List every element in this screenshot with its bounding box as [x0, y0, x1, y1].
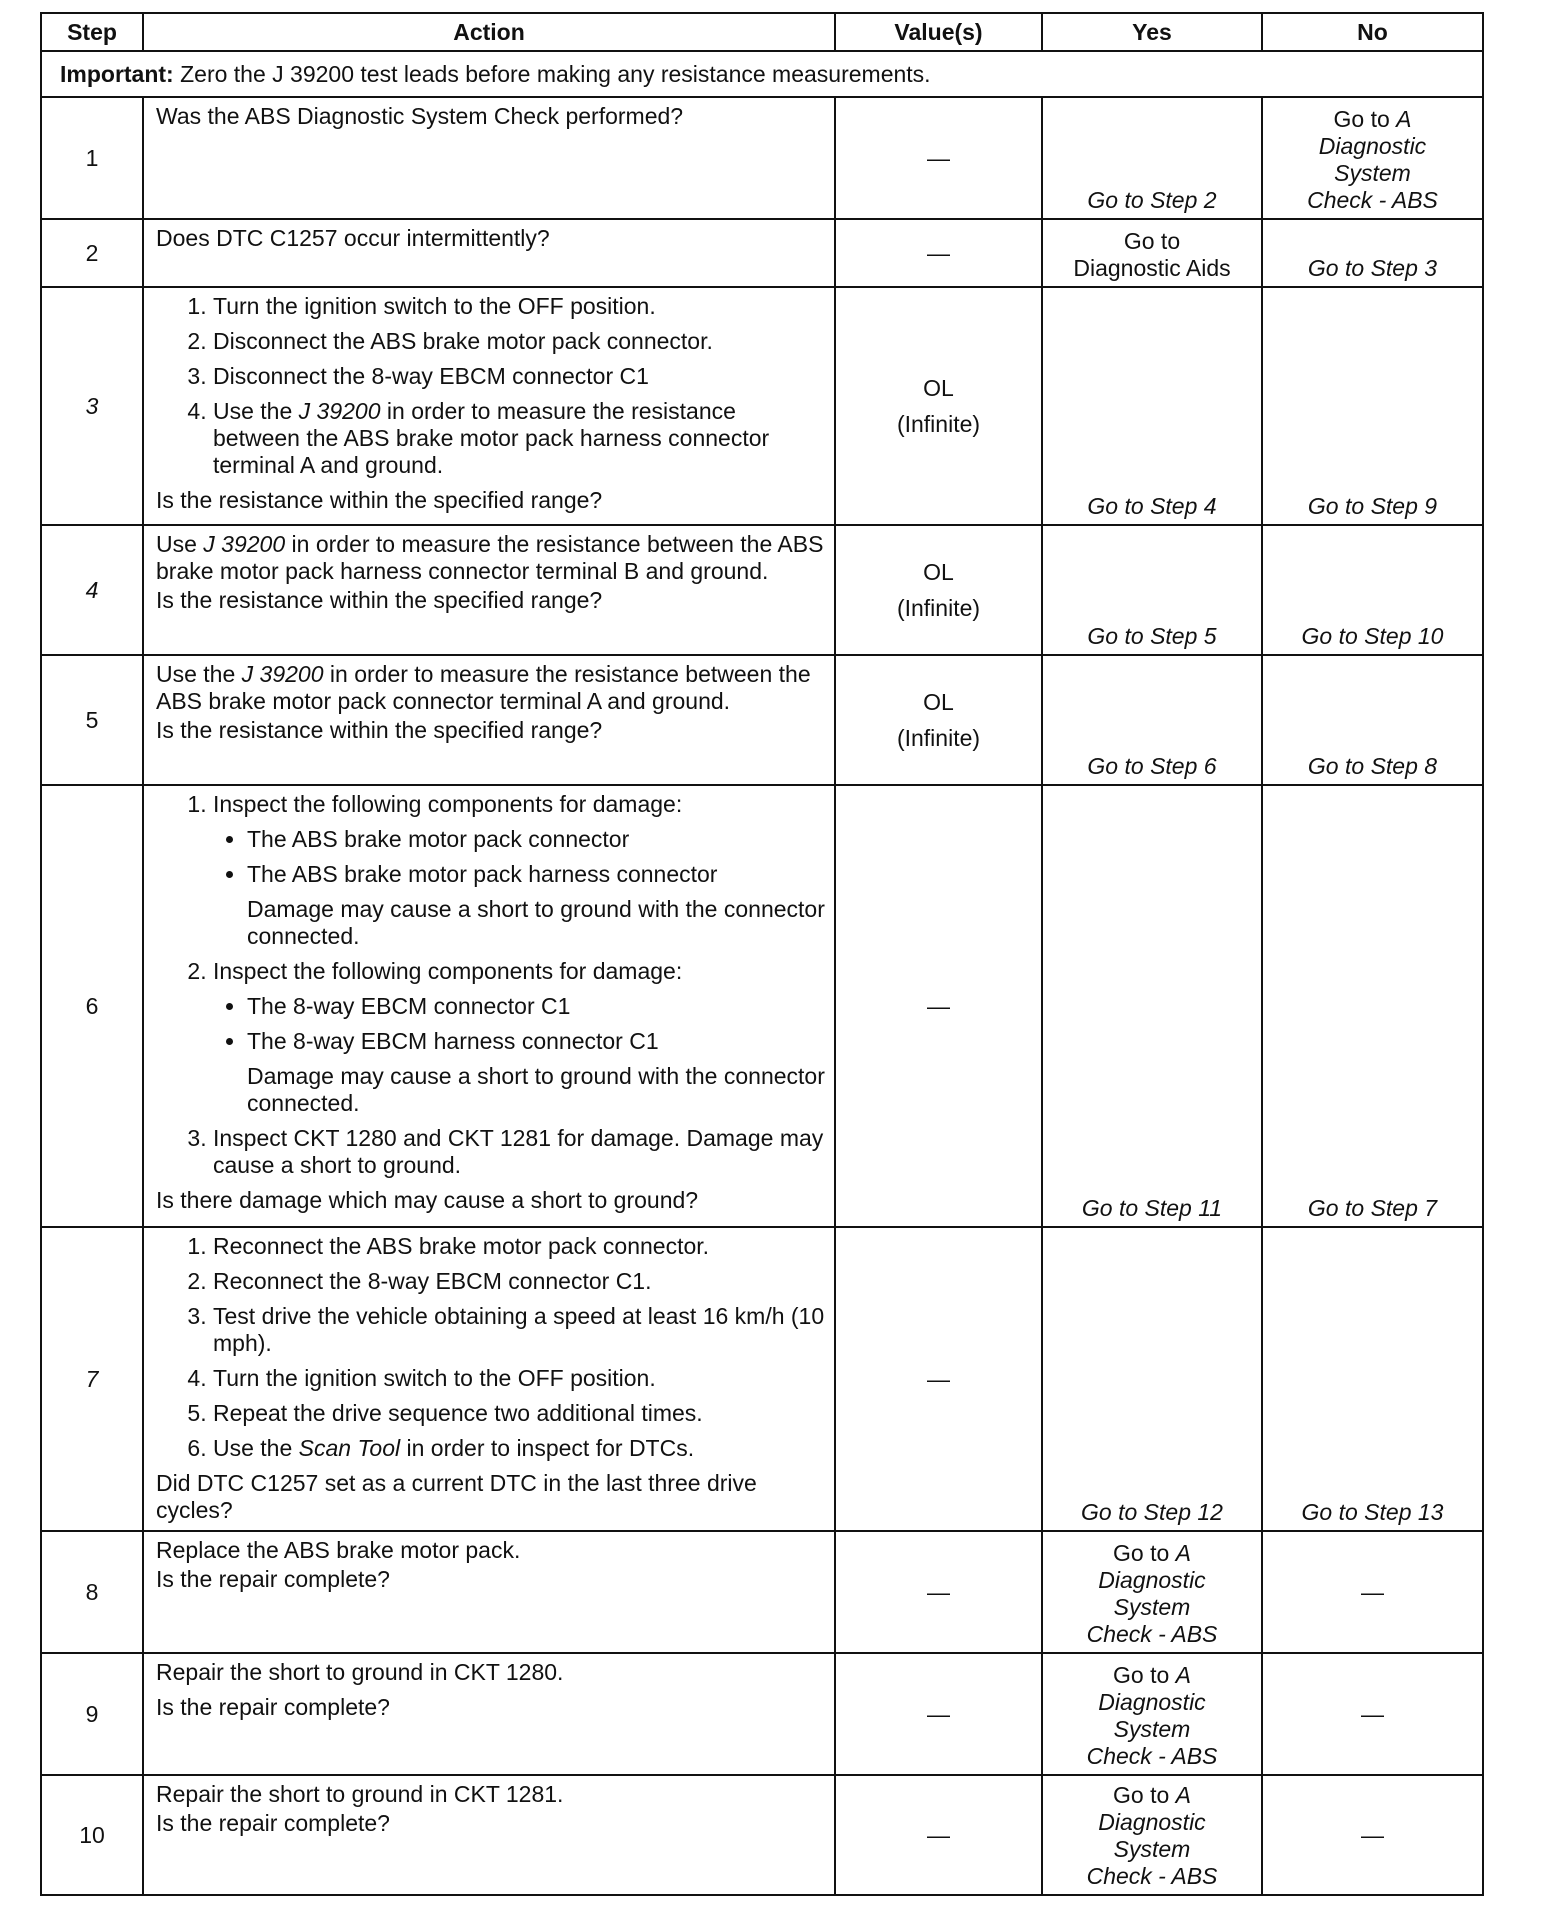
yes-goto: Go to Step 2: [1087, 187, 1217, 213]
table-row: [41, 1531, 1483, 1653]
no-cell: —: [1262, 1653, 1483, 1775]
yes-goto: Go to Step 12: [1081, 1499, 1223, 1525]
no-goto: Go to Step 3: [1307, 255, 1438, 281]
goto-a: A: [1175, 1540, 1191, 1566]
no-goto: Go to Step 10: [1301, 623, 1444, 649]
step-number: 7: [41, 1227, 143, 1531]
list-item: 3. Disconnect the 8-way EBCM connector C1: [213, 363, 826, 390]
question-text: Is the repair complete?: [156, 1694, 390, 1720]
header-step: Step: [41, 13, 143, 51]
goto-line2: Diagnostic Aids: [1073, 255, 1231, 281]
bullet-list: [213, 993, 826, 1055]
no-cell: [1262, 1227, 1483, 1531]
yes-cell: [1042, 655, 1262, 785]
step-number: 8: [41, 1531, 143, 1653]
list-item: 1. Turn the ignition switch to the OFF position.: [213, 293, 826, 320]
value-cell: —: [835, 1653, 1042, 1775]
yes-goto: Go to Step 4: [1087, 493, 1217, 519]
yes-cell: [1042, 287, 1262, 525]
value-cell: —: [835, 1227, 1042, 1531]
list-item: [213, 958, 826, 1117]
goto-check: Check - ABS: [1086, 1863, 1218, 1889]
table-row: [41, 97, 1483, 219]
goto-a: A: [1175, 1782, 1191, 1808]
value-cell: —: [835, 97, 1042, 219]
action-cell: [143, 525, 835, 655]
step-number: 6: [41, 785, 143, 1227]
action-cell: [143, 219, 835, 287]
action-cell: [143, 1653, 835, 1775]
list-item: 3. Inspect CKT 1280 and CKT 1281 for damage. Damage may cause a short to ground.: [213, 1125, 826, 1179]
goto-check: Check - ABS: [1086, 1621, 1218, 1647]
action-list: [156, 791, 826, 1179]
item-text: Inspect the following components for damage:: [213, 958, 683, 984]
no-cell: [1262, 219, 1483, 287]
no-cell: [1262, 655, 1483, 785]
action-cell: [143, 287, 835, 525]
no-goto: Go to Step 7: [1307, 1195, 1438, 1221]
action-list: [156, 1233, 826, 1462]
list-item: 2. Reconnect the 8-way EBCM connector C1.: [213, 1268, 826, 1295]
goto-diagnostic: Diagnostic: [1098, 1689, 1206, 1715]
yes-cell: [1042, 1531, 1262, 1653]
question-text: Is the repair complete?: [156, 1566, 390, 1592]
goto-prefix: Go to: [1113, 1540, 1176, 1566]
header-values: Value(s): [835, 13, 1042, 51]
value-infinite: (Infinite): [896, 411, 981, 437]
no-cell: [1262, 525, 1483, 655]
step-number: 4: [41, 525, 143, 655]
list-item: [213, 791, 826, 950]
action-cell: [143, 97, 835, 219]
important-label: Important:: [60, 60, 174, 87]
action-cell: [143, 1775, 835, 1895]
yes-cell: [1042, 1653, 1262, 1775]
table-row: [41, 1653, 1483, 1775]
yes-cell: [1042, 1227, 1262, 1531]
goto-system: System: [1113, 1716, 1191, 1742]
goto-system: System: [1334, 160, 1411, 186]
no-cell: —: [1262, 1531, 1483, 1653]
text-part: Use the: [213, 398, 299, 424]
value-ol: OL: [923, 375, 954, 401]
tool-name: Scan Tool: [298, 1435, 401, 1461]
yes-cell: [1042, 219, 1262, 287]
diagnostic-table: [40, 12, 1484, 1896]
list-item: 4. Turn the ignition switch to the OFF position.: [213, 1365, 826, 1392]
step-number: 1: [41, 97, 143, 219]
yes-goto: Go to Step 11: [1081, 1195, 1223, 1221]
no-goto: Go to Step 8: [1307, 753, 1438, 779]
action-text: Replace the ABS brake motor pack.: [156, 1537, 521, 1563]
action-text: Repair the short to ground in CKT 1281.: [156, 1781, 564, 1807]
list-item: 2. Disconnect the ABS brake motor pack connector.: [213, 328, 826, 355]
header-action: Action: [143, 13, 835, 51]
damage-note: Damage may cause a short to ground with the connector connected.: [247, 896, 825, 949]
list-item: [213, 1435, 826, 1462]
list-item: 5. Repeat the drive sequence two additional times.: [213, 1400, 826, 1427]
table-row: [41, 655, 1483, 785]
goto-line1: Go to: [1123, 228, 1181, 254]
tool-name: J 39200: [241, 661, 324, 687]
damage-note: Damage may cause a short to ground with the connector connected.: [247, 1063, 825, 1116]
action-text: Does DTC C1257 occur intermittently?: [156, 225, 550, 251]
value-cell: —: [835, 1531, 1042, 1653]
goto-prefix: Go to: [1333, 106, 1397, 132]
no-cell: [1262, 287, 1483, 525]
action-list: [156, 293, 826, 479]
yes-goto: Go to Step 5: [1087, 623, 1217, 649]
goto-prefix: Go to: [1113, 1782, 1176, 1808]
value-cell: [835, 655, 1042, 785]
value-cell: —: [835, 1775, 1042, 1895]
text-part: Use the: [156, 661, 242, 687]
step-number: 10: [41, 1775, 143, 1895]
question-text: Is the resistance within the specified range?: [156, 717, 603, 743]
text-part: in order to measure the resistance between the ABS brake motor pack connector terminal A and ground.: [156, 661, 811, 714]
action-text: Was the ABS Diagnostic System Check performed?: [156, 103, 684, 129]
no-goto: Go to Step 13: [1301, 1499, 1444, 1525]
list-item: 1. Reconnect the ABS brake motor pack connector.: [213, 1233, 826, 1260]
goto-check: Check - ABS: [1307, 187, 1438, 213]
step-number: 3: [41, 287, 143, 525]
action-cell: [143, 1531, 835, 1653]
tool-name: J 39200: [298, 398, 381, 424]
value-infinite: (Infinite): [896, 725, 981, 751]
goto-diagnostic: Diagnostic: [1318, 133, 1427, 159]
goto-system: System: [1113, 1836, 1191, 1862]
question-text: Is there damage which may cause a short to ground?: [156, 1187, 699, 1213]
yes-cell: [1042, 1775, 1262, 1895]
value-ol: OL: [923, 559, 954, 585]
table-row: [41, 525, 1483, 655]
action-cell: [143, 655, 835, 785]
text-part: in order to measure the resistance between the ABS brake motor pack harness connector terminal B and ground.: [156, 531, 824, 584]
question-text: Is the resistance within the specified range?: [156, 487, 603, 513]
goto-a: A: [1175, 1662, 1191, 1688]
value-cell: [835, 287, 1042, 525]
table-row: [41, 1227, 1483, 1531]
goto-diagnostic: Diagnostic: [1098, 1809, 1206, 1835]
item-text: Inspect the following components for damage:: [213, 791, 683, 817]
action-cell: [143, 1227, 835, 1531]
question-text: Is the resistance within the specified range?: [156, 587, 603, 613]
action-text: Repair the short to ground in CKT 1280.: [156, 1659, 564, 1685]
header-row: [41, 13, 1483, 51]
no-cell: [1262, 785, 1483, 1227]
list-item: 3. Test drive the vehicle obtaining a speed at least 16 km/h (10 mph).: [213, 1303, 826, 1357]
question-text: Did DTC C1257 set as a current DTC in the last three drive cycles?: [156, 1470, 757, 1523]
yes-goto: Go to Step 6: [1087, 753, 1217, 779]
important-row: [41, 51, 1483, 97]
action-cell: [143, 785, 835, 1227]
table-row: [41, 287, 1483, 525]
table-row: [41, 785, 1483, 1227]
header-no: No: [1262, 13, 1483, 51]
header-yes: Yes: [1042, 13, 1262, 51]
value-cell: —: [835, 785, 1042, 1227]
bullet-list: [213, 826, 826, 888]
goto-system: System: [1113, 1594, 1191, 1620]
yes-cell: [1042, 785, 1262, 1227]
no-cell: [1262, 97, 1483, 219]
text-part: Use the: [213, 1435, 299, 1461]
text-part: Use: [156, 531, 204, 557]
value-cell: [835, 525, 1042, 655]
step-number: 9: [41, 1653, 143, 1775]
goto-prefix: Go to: [1113, 1662, 1176, 1688]
value-cell: —: [835, 219, 1042, 287]
text-part: in order to measure the resistance between the ABS brake motor pack harness connector terminal A and ground.: [213, 398, 770, 478]
yes-cell: [1042, 97, 1262, 219]
no-goto: Go to Step 9: [1307, 493, 1438, 519]
important-note: [41, 51, 1483, 97]
text-part: in order to inspect for DTCs.: [400, 1435, 695, 1461]
bullet-item: • The 8-way EBCM connector C1: [247, 993, 826, 1020]
tool-name: J 39200: [203, 531, 286, 557]
table-row: [41, 219, 1483, 287]
important-text: Zero the J 39200 test leads before making any resistance measurements.: [173, 60, 931, 87]
bullet-item: • The ABS brake motor pack harness connector: [247, 861, 826, 888]
list-item: [213, 398, 826, 479]
bullet-item: • The 8-way EBCM harness connector C1: [247, 1028, 826, 1055]
question-text: Is the repair complete?: [156, 1810, 390, 1836]
goto-check: Check - ABS: [1086, 1743, 1218, 1769]
step-number: 5: [41, 655, 143, 785]
goto-a: A: [1396, 106, 1412, 132]
action-text: [156, 661, 826, 715]
no-cell: —: [1262, 1775, 1483, 1895]
value-infinite: (Infinite): [896, 595, 981, 621]
bullet-item: • The ABS brake motor pack connector: [247, 826, 826, 853]
action-text: [156, 531, 826, 585]
value-ol: OL: [923, 689, 954, 715]
table-row: [41, 1775, 1483, 1895]
goto-diagnostic: Diagnostic: [1098, 1567, 1206, 1593]
step-number: 2: [41, 219, 143, 287]
yes-cell: [1042, 525, 1262, 655]
